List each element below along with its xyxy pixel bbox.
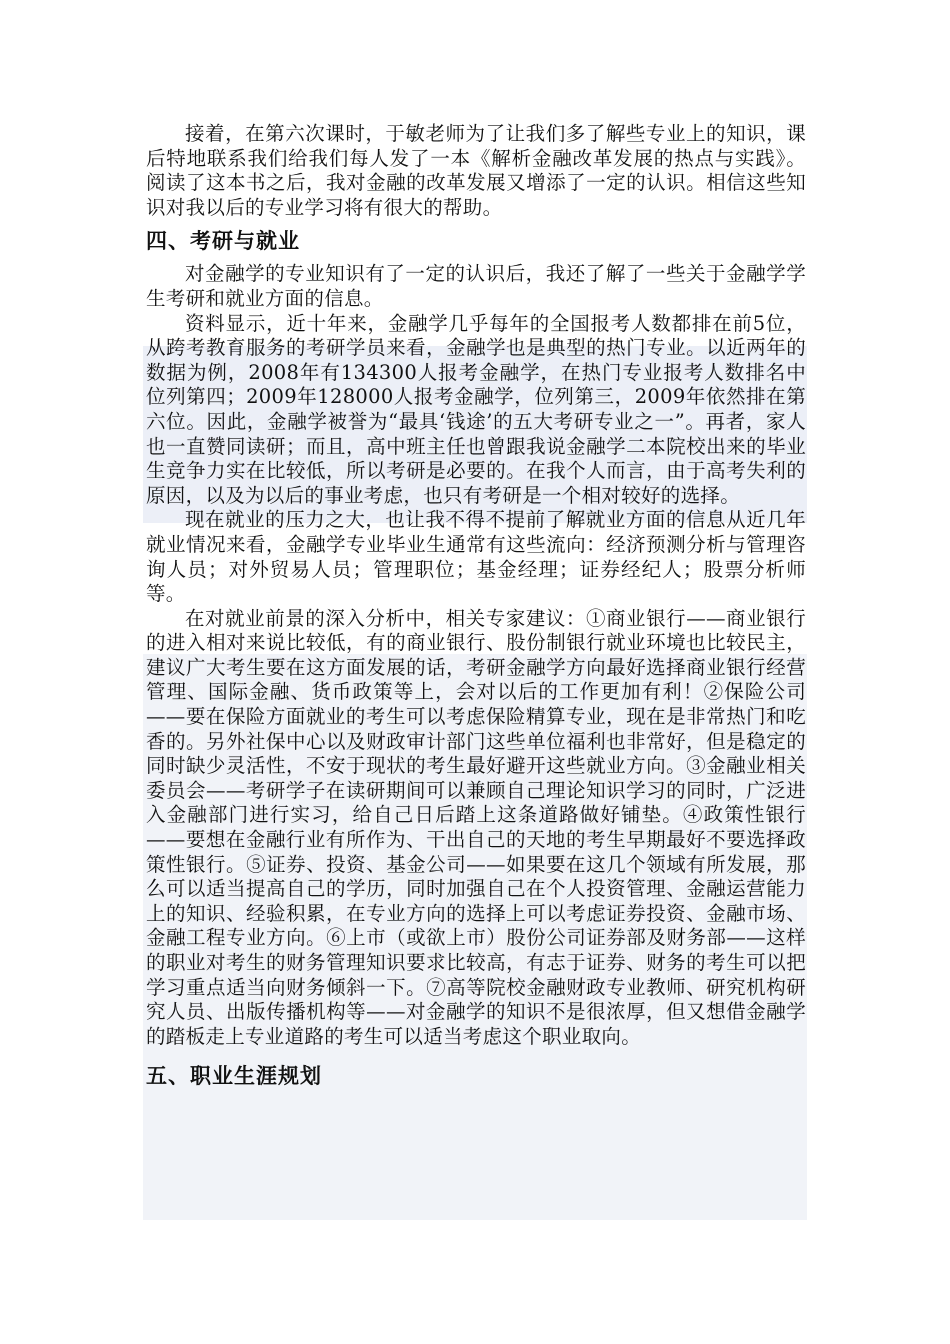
section-heading-4: 四、考研与就业 xyxy=(146,229,300,254)
section-heading-5: 五、职业生涯规划 xyxy=(146,1064,322,1089)
paragraph-exam-data: 资料显示，近十年来，金融学几乎每年的全国报考人数都排在前5位，从跨考教育服务的考研学员来看，金融学也是典型的热门专业。以近两年的数据为例，2008年有134300人报考金融学，在热门专业报考人数排名中位列第四；2009年128000人报考金融学，位列第三，2009年依然排在第六位。因此，金融学被誉为“最具‘钱途’的五大考研专业之一”。再者，家人也一直赞同读研；而且，高中班主任也曾跟我说金融学二本院校出来的毕业生竞争力实在比较低，所以考研是必要的。在我个人而言，由于高考失利的原因，以及为以后的事业考虑，也只有考研是一个相对较好的选择。 xyxy=(146,311,806,507)
paragraph-textbook-reading: 接着，在第六次课时，于敏老师为了让我们多了解些专业上的知识，课后特地联系我们给我们每人发了一本《解析金融改革发展的热点与实践》。阅读了这本书之后，我对金融的改革发展又增添了一定的认识。相信这些知识对我以后的专业学习将有很大的帮助。 xyxy=(146,122,806,219)
document-body xyxy=(146,122,806,1097)
paragraph-expert-advice: 在对就业前景的深入分析中，相关专家建议：①商业银行——商业银行的进入相对来说比较低，有的商业银行、股份制银行就业环境也比较民主，建议广大考生要在这方面发展的话，考研金融学方向最好选择商业银行经营管理、国际金融、货币政策等上，会对以后的工作更加有利！②保险公司——要在保险方面就业的考生可以考虑保险精算专业，现在是非常热门和吃香的。另外社保中心以及财政审计部门这些单位福利也非常好，但是稳定的同时缺少灵活性，不安于现状的考生最好避开这些就业方向。③金融业相关委员会——考研学子在读研期间可以兼顾自己理论知识学习的同时，广泛进入金融部门进行实习，给自己日后踏上这条道路做好铺垫。④政策性银行——要想在金融行业有所作为、干出自己的天地的考生早期最好不要选择政策性银行。⑤证券、投资、基金公司——如果要在这几个领域有所发展，那么可以适当提高自己的学历，同时加强自己在个人投资管理、金融运营能力上的知识、经验积累，在专业方向的选择上可以考虑证券投资、金融市场、金融工程专业方向。⑥上市（或欲上市）股份公司证券部及财务部——这样的职业对考生的财务管理知识要求比较高，有志于证券、财务的考生可以把学习重点适当向财务倾斜一下。⑦高等院校金融财政专业教师、研究机构研究人员、出版传播机构等——对金融学的知识不是很浓厚，但又想借金融学的踏板走上专业道路的考生可以适当考虑这个职业取向。 xyxy=(146,606,806,1048)
paragraph-intro: 对金融学的专业知识有了一定的认识后，我还了解了一些关于金融学学生考研和就业方面的信息。 xyxy=(146,262,806,310)
paragraph-employment-flow: 现在就业的压力之大，也让我不得不提前了解就业方面的信息从近几年就业情况来看，金融学专业毕业生通常有这些流向：经济预测分析与管理咨询人员；对外贸易人员；管理职位；基金经理；证券经纪人；股票分析师等。 xyxy=(146,508,806,606)
